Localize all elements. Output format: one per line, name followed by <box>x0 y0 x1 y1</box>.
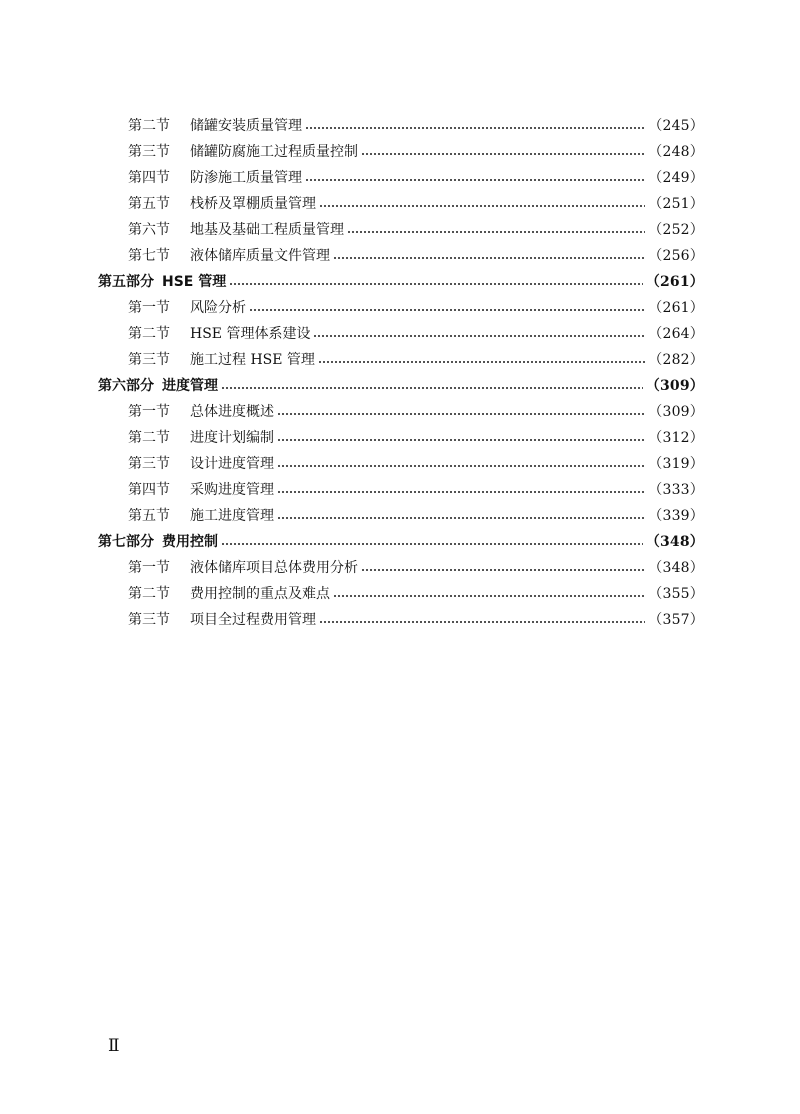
toc-entry-number: 第三节 <box>128 144 170 160</box>
toc-section-entry[interactable] <box>98 321 704 347</box>
dot-leader <box>319 205 645 207</box>
toc-entry-page: （261） <box>645 274 704 290</box>
toc-entry-page: （282） <box>648 352 704 368</box>
toc-section-entry[interactable] <box>98 477 704 503</box>
toc-section-entry[interactable] <box>98 191 704 217</box>
dot-leader <box>221 387 643 389</box>
toc-entry-number: 第三节 <box>128 612 170 628</box>
toc-entry-page: （256） <box>648 248 704 264</box>
toc-entry-title: 储罐防腐施工过程质量控制 <box>190 144 358 160</box>
toc-entry-number: 第六节 <box>128 222 170 238</box>
toc-entry-page: （252） <box>648 222 704 238</box>
toc-entry-page: （248） <box>648 144 704 160</box>
toc-entry-title: 液体储库质量文件管理 <box>190 248 330 264</box>
toc-entry-page: （357） <box>648 612 704 628</box>
toc-entry-title: 总体进度概述 <box>190 404 274 420</box>
toc-section-entry[interactable] <box>98 451 704 477</box>
toc-entry-title: 采购进度管理 <box>190 482 274 498</box>
toc-entry-number: 第一节 <box>128 300 170 316</box>
toc-entry-title: 进度管理 <box>162 378 218 394</box>
toc-entry-title: 液体储库项目总体费用分析 <box>190 560 358 576</box>
toc-part-entry[interactable] <box>98 529 704 555</box>
dot-leader <box>277 465 645 467</box>
toc-section-entry[interactable] <box>98 217 704 243</box>
toc-entry-page: （333） <box>648 482 704 498</box>
page-number: Ⅱ <box>108 1036 120 1056</box>
dot-leader <box>319 621 645 623</box>
toc-section-entry[interactable] <box>98 503 704 529</box>
toc-entry-number: 第五部分 <box>98 274 154 290</box>
toc-entry-page: （309） <box>645 378 704 394</box>
toc-part-entry[interactable] <box>98 373 704 399</box>
toc-entry-page: （261） <box>648 300 704 316</box>
toc-section-entry[interactable] <box>98 113 704 139</box>
toc-entry-number: 第一节 <box>128 404 170 420</box>
toc-entry-number: 第五节 <box>128 196 170 212</box>
toc-entry-number: 第二节 <box>128 430 170 446</box>
toc-entry-title: HSE 管理体系建设 <box>190 326 311 342</box>
toc-entry-number: 第四节 <box>128 170 170 186</box>
toc-entry-title: 施工过程 HSE 管理 <box>190 352 315 368</box>
dot-leader <box>229 283 643 285</box>
toc-entry-number: 第一节 <box>128 560 170 576</box>
dot-leader <box>333 595 645 597</box>
toc-entry-number: 第七部分 <box>98 534 154 550</box>
toc-entry-title: 风险分析 <box>190 300 246 316</box>
toc-entry-title: 储罐安装质量管理 <box>190 118 302 134</box>
toc-entry-title: 费用控制的重点及难点 <box>190 586 330 602</box>
toc-entry-page: （312） <box>648 430 704 446</box>
toc-entry-number: 第四节 <box>128 482 170 498</box>
toc-entry-title: 栈桥及罩棚质量管理 <box>190 196 316 212</box>
dot-leader <box>277 413 645 415</box>
toc-entry-title: 地基及基础工程质量管理 <box>190 222 344 238</box>
toc-entry-page: （348） <box>648 560 704 576</box>
toc-entry-page: （355） <box>648 586 704 602</box>
table-of-contents <box>98 113 704 633</box>
toc-entry-title: 费用控制 <box>162 534 218 550</box>
toc-part-entry[interactable] <box>98 269 704 295</box>
toc-entry-title: 项目全过程费用管理 <box>190 612 316 628</box>
toc-entry-number: 第五节 <box>128 508 170 524</box>
toc-section-entry[interactable] <box>98 555 704 581</box>
dot-leader <box>277 439 645 441</box>
toc-entry-page: （251） <box>648 196 704 212</box>
dot-leader <box>333 257 645 259</box>
toc-entry-number: 第六部分 <box>98 378 154 394</box>
toc-section-entry[interactable] <box>98 581 704 607</box>
dot-leader <box>361 569 645 571</box>
toc-section-entry[interactable] <box>98 347 704 373</box>
toc-section-entry[interactable] <box>98 399 704 425</box>
toc-entry-page: （319） <box>648 456 704 472</box>
toc-entry-number: 第三节 <box>128 352 170 368</box>
dot-leader <box>361 153 645 155</box>
toc-entry-number: 第二节 <box>128 586 170 602</box>
dot-leader <box>318 361 645 363</box>
toc-entry-page: （249） <box>648 170 704 186</box>
toc-section-entry[interactable] <box>98 243 704 269</box>
dot-leader <box>313 335 645 337</box>
dot-leader <box>305 179 645 181</box>
toc-section-entry[interactable] <box>98 295 704 321</box>
toc-entry-page: （348） <box>645 534 704 550</box>
toc-section-entry[interactable] <box>98 607 704 633</box>
toc-section-entry[interactable] <box>98 165 704 191</box>
toc-entry-title: 防渗施工质量管理 <box>190 170 302 186</box>
toc-section-entry[interactable] <box>98 425 704 451</box>
dot-leader <box>277 491 645 493</box>
toc-entry-number: 第二节 <box>128 326 170 342</box>
toc-section-entry[interactable] <box>98 139 704 165</box>
toc-entry-title: 进度计划编制 <box>190 430 274 446</box>
dot-leader <box>277 517 645 519</box>
dot-leader <box>249 309 645 311</box>
toc-entry-number: 第七节 <box>128 248 170 264</box>
toc-entry-title: 施工进度管理 <box>190 508 274 524</box>
dot-leader <box>347 231 645 233</box>
toc-entry-title: 设计进度管理 <box>190 456 274 472</box>
dot-leader <box>305 127 645 129</box>
toc-entry-page: （339） <box>648 508 704 524</box>
toc-entry-page: （309） <box>648 404 704 420</box>
dot-leader <box>221 543 643 545</box>
toc-entry-number: 第二节 <box>128 118 170 134</box>
toc-entry-number: 第三节 <box>128 456 170 472</box>
toc-entry-page: （264） <box>648 326 704 342</box>
toc-entry-page: （245） <box>648 118 704 134</box>
toc-entry-title: HSE 管理 <box>162 274 227 290</box>
